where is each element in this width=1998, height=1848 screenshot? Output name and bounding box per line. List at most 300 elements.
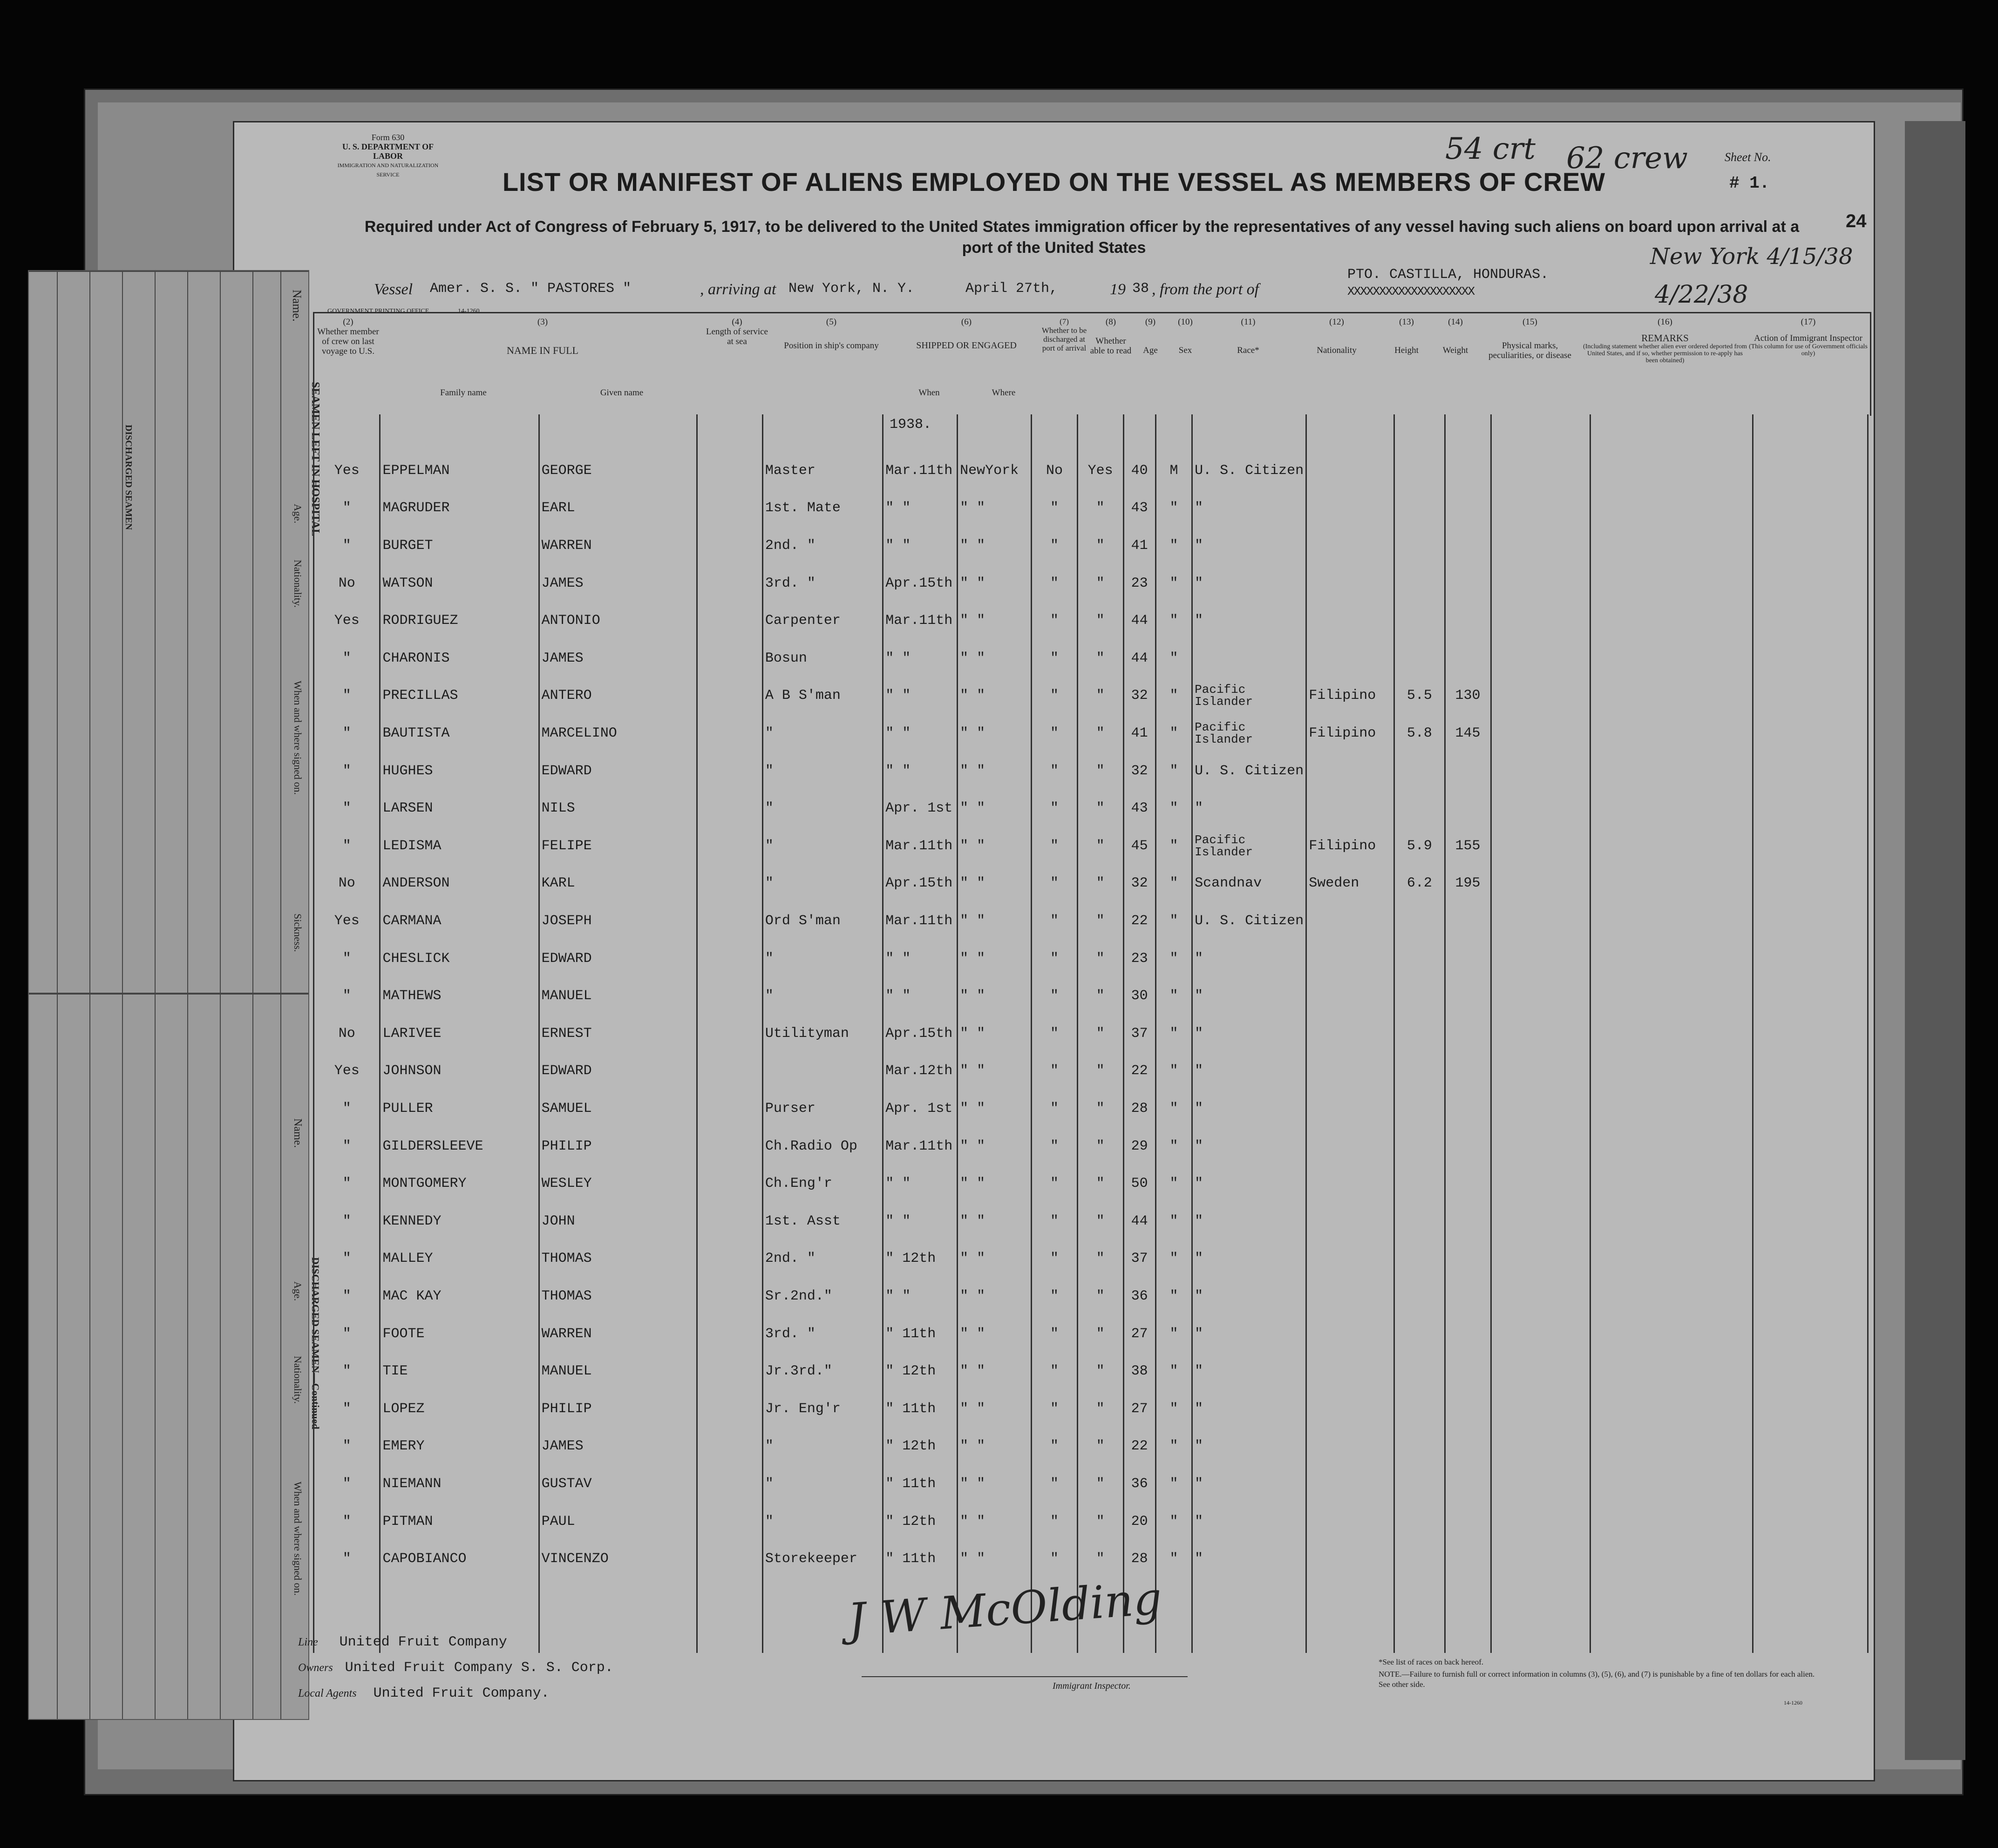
cell-ht — [1394, 752, 1445, 790]
cell-when: Apr.15th — [883, 1015, 958, 1053]
cell-marks — [1491, 640, 1590, 677]
cell-marks — [1491, 1353, 1590, 1390]
cell-remarks — [1590, 977, 1753, 1015]
cell-age: 44 — [1123, 640, 1155, 677]
cell-given: PHILIP — [539, 1127, 697, 1165]
cell-given: SAMUEL — [539, 1090, 697, 1128]
cell-family: CARMANA — [380, 902, 539, 940]
cell-marks — [1491, 677, 1590, 715]
cell-marks — [1491, 1202, 1590, 1240]
cell-wt — [1445, 1015, 1491, 1053]
cell-position: Carpenter — [762, 602, 883, 640]
line-label: Line — [298, 1636, 318, 1648]
cell-marks — [1491, 1315, 1590, 1353]
cell-disch: " — [1032, 1353, 1077, 1390]
cell-race: " — [1192, 1240, 1306, 1278]
cell-sex: " — [1155, 677, 1192, 715]
table-row — [314, 715, 1868, 752]
cell-read: " — [1077, 1165, 1123, 1203]
cell-marks — [1491, 527, 1590, 565]
cell-when: " " — [883, 752, 958, 790]
cell-remarks — [1590, 902, 1753, 940]
cell-when: Mar.11th — [883, 902, 958, 940]
cell-last: " — [314, 940, 380, 977]
cell-los — [697, 1127, 763, 1165]
table-row — [314, 865, 1868, 902]
cell-nat: Filipino — [1306, 677, 1394, 715]
footer-line — [298, 1634, 507, 1650]
col11-header: (11) Race* — [1237, 317, 1259, 355]
cell-given: WARREN — [539, 527, 697, 565]
table-row — [314, 1240, 1868, 1278]
cell-wt — [1445, 1390, 1491, 1428]
cell-when: " 11th — [883, 1390, 958, 1428]
cell-wt: 130 — [1445, 677, 1491, 715]
cell-last: " — [314, 977, 380, 1015]
cell-last: " — [314, 677, 380, 715]
cell-ht — [1394, 1015, 1445, 1053]
stub-name-label-2: Name. — [292, 1118, 304, 1148]
cell-race: " — [1192, 1052, 1306, 1090]
cell-family: MALLEY — [380, 1240, 539, 1278]
owners-label: Owners — [298, 1662, 333, 1674]
cell-age: 43 — [1123, 489, 1155, 527]
cell-age: 32 — [1123, 752, 1155, 790]
cell-disch: " — [1032, 1165, 1077, 1203]
cell-position: 1st. Mate — [762, 489, 883, 527]
cell-disch: " — [1032, 1540, 1077, 1578]
cell-when: " 12th — [883, 1353, 958, 1390]
cell-last: No — [314, 865, 380, 902]
cell-disch: " — [1032, 602, 1077, 640]
cell-family: PITMAN — [380, 1503, 539, 1540]
cell-nat: Filipino — [1306, 715, 1394, 752]
cell-read: " — [1077, 489, 1123, 527]
cell-ht: 5.9 — [1394, 827, 1445, 865]
col7-header: (7) Whether to be discharged at port of arrival — [1041, 317, 1087, 352]
cell-disch: " — [1032, 790, 1077, 827]
cell-when: Apr. 1st — [883, 790, 958, 827]
cell-read: " — [1077, 1390, 1123, 1428]
cell-action — [1753, 1353, 1868, 1390]
cell-race: " — [1192, 940, 1306, 977]
cell-nat — [1306, 1240, 1394, 1278]
col8-header: (8) Whether able to read — [1090, 317, 1132, 356]
cell-action — [1753, 1278, 1868, 1315]
cell-position: Jr.3rd." — [762, 1353, 883, 1390]
cell-position: " — [762, 790, 883, 827]
cell-action — [1753, 1428, 1868, 1465]
cell-wt — [1445, 752, 1491, 790]
table-row — [314, 1315, 1868, 1353]
cell-nat — [1306, 1202, 1394, 1240]
cell-position: Ch.Radio Op — [762, 1127, 883, 1165]
year-prefix: 19 — [1110, 281, 1126, 298]
table-row — [314, 1127, 1868, 1165]
cell-action — [1753, 977, 1868, 1015]
cell-disch: " — [1032, 1127, 1077, 1165]
table-row — [314, 1278, 1868, 1315]
cell-position: 1st. Asst — [762, 1202, 883, 1240]
cell-position — [762, 1052, 883, 1090]
cell-when: " " — [883, 940, 958, 977]
cell-marks — [1491, 489, 1590, 527]
cell-remarks — [1590, 1015, 1753, 1053]
cell-race: " — [1192, 489, 1306, 527]
cell-sex: " — [1155, 827, 1192, 865]
cell-when: " 11th — [883, 1465, 958, 1503]
cell-last: " — [314, 527, 380, 565]
cell-given: WESLEY — [539, 1165, 697, 1203]
cell-position: Jr. Eng'r — [762, 1390, 883, 1428]
cell-where: " " — [958, 1278, 1032, 1315]
cell-when: " " — [883, 640, 958, 677]
cell-action — [1753, 1165, 1868, 1203]
cell-ht: 5.8 — [1394, 715, 1445, 752]
cell-last: No — [314, 1015, 380, 1053]
cell-race: " — [1192, 977, 1306, 1015]
cell-race: " — [1192, 1540, 1306, 1578]
cell-last: No — [314, 564, 380, 602]
stub-age-label: Age. — [292, 504, 304, 524]
cell-race: " — [1192, 1090, 1306, 1128]
crew-count-note: 54 crt — [1445, 132, 1536, 166]
date-note: 4/22/38 — [1655, 281, 1748, 309]
cell-wt — [1445, 564, 1491, 602]
cell-when: " 11th — [883, 1540, 958, 1578]
stub-nationality-label: Nationality. — [292, 560, 304, 608]
cell-position: Master — [762, 452, 883, 490]
owners-value: United Fruit Company S. S. Corp. — [345, 1660, 613, 1676]
col13-header: (13) Height — [1394, 317, 1419, 355]
cell-marks — [1491, 827, 1590, 865]
cell-read: " — [1077, 1278, 1123, 1315]
cell-age: 44 — [1123, 602, 1155, 640]
cell-wt — [1445, 1503, 1491, 1540]
cell-read: " — [1077, 1503, 1123, 1540]
cell-nat — [1306, 1428, 1394, 1465]
table-row — [314, 790, 1868, 827]
struck-port: XXXXXXXXXXXXXXXXXXXX — [1347, 284, 1475, 298]
cell-disch: " — [1032, 827, 1077, 865]
cell-race: " — [1192, 602, 1306, 640]
cell-action — [1753, 564, 1868, 602]
cell-marks — [1491, 1127, 1590, 1165]
cell-sex: " — [1155, 1465, 1192, 1503]
cell-wt — [1445, 1165, 1491, 1203]
cell-where: " " — [958, 527, 1032, 565]
cell-nat — [1306, 1052, 1394, 1090]
cell-action — [1753, 677, 1868, 715]
cell-marks — [1491, 977, 1590, 1015]
cell-wt: 145 — [1445, 715, 1491, 752]
cell-wt — [1445, 1465, 1491, 1503]
cell-wt — [1445, 602, 1491, 640]
cell-race: " — [1192, 1278, 1306, 1315]
cell-sex: " — [1155, 640, 1192, 677]
table-row — [314, 752, 1868, 790]
hospital-label: SEAMEN LEFT IN HOSPITAL — [309, 382, 321, 536]
cell-given: KARL — [539, 865, 697, 902]
cell-age: 23 — [1123, 940, 1155, 977]
cell-race: Scandnav — [1192, 865, 1306, 902]
cell-age: 27 — [1123, 1315, 1155, 1353]
cell-when: " 11th — [883, 1315, 958, 1353]
cell-action — [1753, 527, 1868, 565]
cell-ht — [1394, 1540, 1445, 1578]
cell-given: PAUL — [539, 1503, 697, 1540]
cell-ht: 5.5 — [1394, 677, 1445, 715]
cell-read: " — [1077, 1353, 1123, 1390]
cell-family: HUGHES — [380, 752, 539, 790]
cell-last: " — [314, 1127, 380, 1165]
page-number: 24 — [1846, 211, 1867, 231]
agents-label: Local Agents — [298, 1687, 357, 1699]
cell-sex: " — [1155, 1240, 1192, 1278]
cell-where: " " — [958, 977, 1032, 1015]
cell-where: " " — [958, 1503, 1032, 1540]
cell-wt — [1445, 452, 1491, 490]
cell-wt — [1445, 1540, 1491, 1578]
cell-disch: " — [1032, 1465, 1077, 1503]
cell-disch: " — [1032, 1503, 1077, 1540]
cell-last: Yes — [314, 902, 380, 940]
table-row — [314, 602, 1868, 640]
cell-disch: " — [1032, 1315, 1077, 1353]
cell-marks — [1491, 1240, 1590, 1278]
cell-age: 37 — [1123, 1240, 1155, 1278]
cell-position: " — [762, 1465, 883, 1503]
table-row — [314, 1465, 1868, 1503]
cell-los — [697, 902, 763, 940]
cell-family: FOOTE — [380, 1315, 539, 1353]
cell-read: " — [1077, 1052, 1123, 1090]
cell-read: " — [1077, 827, 1123, 865]
cell-where: " " — [958, 1315, 1032, 1353]
cell-where: " " — [958, 1540, 1032, 1578]
cell-where: " " — [958, 827, 1032, 865]
cell-race: " — [1192, 790, 1306, 827]
cell-remarks — [1590, 827, 1753, 865]
cell-action — [1753, 602, 1868, 640]
footer-owners — [298, 1660, 613, 1676]
cell-action — [1753, 1127, 1868, 1165]
cell-when: " " — [883, 489, 958, 527]
cell-sex: " — [1155, 1052, 1192, 1090]
cell-where: " " — [958, 1202, 1032, 1240]
cell-age: 50 — [1123, 1165, 1155, 1203]
cell-where: " " — [958, 602, 1032, 640]
cell-nat — [1306, 790, 1394, 827]
cell-disch: " — [1032, 902, 1077, 940]
table-row — [314, 902, 1868, 940]
cell-family: KENNEDY — [380, 1202, 539, 1240]
cell-race: " — [1192, 1428, 1306, 1465]
cell-sex: " — [1155, 1353, 1192, 1390]
cell-marks — [1491, 902, 1590, 940]
cell-ht — [1394, 602, 1445, 640]
cell-disch: " — [1032, 977, 1077, 1015]
cell-wt: 155 — [1445, 827, 1491, 865]
cell-sex: " — [1155, 902, 1192, 940]
cell-action — [1753, 1503, 1868, 1540]
col15-header: (15) Physical marks, peculiarities, or disease — [1488, 317, 1571, 360]
cell-last: " — [314, 1202, 380, 1240]
cell-wt — [1445, 1278, 1491, 1315]
crew-note: 62 crew — [1566, 141, 1688, 176]
cell-nat: Filipino — [1306, 827, 1394, 865]
cell-nat — [1306, 640, 1394, 677]
col12-header: (12) Nationality — [1317, 317, 1357, 355]
cell-last: " — [314, 1315, 380, 1353]
printing-office: GOVERNMENT PRINTING OFFICE — [327, 308, 429, 315]
cell-last: " — [314, 1240, 380, 1278]
cell-when: " " — [883, 977, 958, 1015]
cell-ht — [1394, 527, 1445, 565]
cell-where: " " — [958, 865, 1032, 902]
cell-race: " — [1192, 564, 1306, 602]
cell-family: CHARONIS — [380, 640, 539, 677]
cell-age: 22 — [1123, 902, 1155, 940]
cell-age: 23 — [1123, 564, 1155, 602]
cell-wt — [1445, 1202, 1491, 1240]
cell-los — [697, 1353, 763, 1390]
ny-date-note: New York 4/15/38 — [1650, 244, 1853, 270]
cell-disch: " — [1032, 1240, 1077, 1278]
cell-family: BAUTISTA — [380, 715, 539, 752]
col6-when-header: When — [918, 388, 940, 398]
cell-marks — [1491, 602, 1590, 640]
cell-disch: " — [1032, 1278, 1077, 1315]
cell-nat — [1306, 752, 1394, 790]
cell-los — [697, 827, 763, 865]
cell-disch: No — [1032, 452, 1077, 490]
table-row — [314, 1090, 1868, 1128]
cell-position: A B S'man — [762, 677, 883, 715]
cell-los — [697, 527, 763, 565]
cell-los — [697, 1240, 763, 1278]
cell-los — [697, 1165, 763, 1203]
cell-remarks — [1590, 1165, 1753, 1203]
cell-sex: " — [1155, 564, 1192, 602]
cell-nat — [1306, 1278, 1394, 1315]
cell-where: " " — [958, 790, 1032, 827]
cell-position: " — [762, 715, 883, 752]
cell-ht — [1394, 790, 1445, 827]
cell-last: " — [314, 1503, 380, 1540]
cell-sex: " — [1155, 527, 1192, 565]
cell-los — [697, 640, 763, 677]
cell-age: 38 — [1123, 1353, 1155, 1390]
cell-race: " — [1192, 1202, 1306, 1240]
cell-nat — [1306, 977, 1394, 1015]
table-row — [314, 527, 1868, 565]
arriving-label: , arriving at — [700, 281, 776, 298]
from-port: PTO. CASTILLA, HONDURAS. — [1347, 267, 1549, 283]
cell-disch: " — [1032, 865, 1077, 902]
cell-family: ANDERSON — [380, 865, 539, 902]
cell-given: GEORGE — [539, 452, 697, 490]
cell-family: LEDISMA — [380, 827, 539, 865]
cell-age: 32 — [1123, 865, 1155, 902]
table-row — [314, 640, 1868, 677]
cell-family: LOPEZ — [380, 1390, 539, 1428]
cell-read: " — [1077, 564, 1123, 602]
cell-read: " — [1077, 677, 1123, 715]
cell-sex: " — [1155, 1127, 1192, 1165]
page-edges — [1905, 121, 1965, 1760]
cell-sex: " — [1155, 1503, 1192, 1540]
cell-where: " " — [958, 715, 1032, 752]
manifest-title: LIST OR MANIFEST OF ALIENS EMPLOYED ON THE VESSEL AS MEMBERS OF CREW — [502, 167, 1606, 196]
cell-wt — [1445, 1428, 1491, 1465]
cell-action — [1753, 865, 1868, 902]
vessel-name: Amer. S. S. " PASTORES " — [430, 281, 632, 297]
cell-wt — [1445, 1240, 1491, 1278]
cell-race: Pacific Islander — [1192, 827, 1306, 865]
cell-race: " — [1192, 1503, 1306, 1540]
cell-position: Ord S'man — [762, 902, 883, 940]
cell-read: Yes — [1077, 452, 1123, 490]
arrival-date: April 27th, — [965, 281, 1058, 297]
cell-action — [1753, 1315, 1868, 1353]
cell-ht — [1394, 564, 1445, 602]
cell-given: JOHN — [539, 1202, 697, 1240]
cell-given: EDWARD — [539, 1052, 697, 1090]
fine-note: NOTE.—Failure to furnish full or correct information in columns (3), (5), (6), and (7) is punishable by a fine of ten dollars for each alien. See other side. — [1379, 1670, 1815, 1689]
cell-family: JOHNSON — [380, 1052, 539, 1090]
cell-sex: " — [1155, 865, 1192, 902]
cell-race: " — [1192, 1315, 1306, 1353]
cell-nat — [1306, 564, 1394, 602]
cell-given: MANUEL — [539, 977, 697, 1015]
cell-where: " " — [958, 564, 1032, 602]
cell-last: " — [314, 827, 380, 865]
cell-given: GUSTAV — [539, 1465, 697, 1503]
cell-where: " " — [958, 489, 1032, 527]
year-suffix: 38 — [1132, 281, 1149, 297]
cell-ht — [1394, 1165, 1445, 1203]
cell-race: " — [1192, 1465, 1306, 1503]
cell-age: 36 — [1123, 1278, 1155, 1315]
cell-age: 45 — [1123, 827, 1155, 865]
cell-disch: " — [1032, 752, 1077, 790]
cell-ht — [1394, 902, 1445, 940]
cell-los — [697, 602, 763, 640]
cell-read: " — [1077, 1127, 1123, 1165]
cell-age: 27 — [1123, 1390, 1155, 1428]
cell-position: Sr.2nd." — [762, 1278, 883, 1315]
cell-action — [1753, 452, 1868, 490]
cell-remarks — [1590, 452, 1753, 490]
cell-sex: " — [1155, 1390, 1192, 1428]
cell-race: " — [1192, 1127, 1306, 1165]
cell-sex: " — [1155, 1015, 1192, 1053]
table-row — [314, 1390, 1868, 1428]
crew-grid — [313, 414, 1869, 1653]
cell-los — [697, 1465, 763, 1503]
cell-last: " — [314, 790, 380, 827]
cell-nat — [1306, 1503, 1394, 1540]
cell-last: " — [314, 489, 380, 527]
cell-ht — [1394, 1202, 1445, 1240]
cell-sex: " — [1155, 1165, 1192, 1203]
cell-family: RODRIGUEZ — [380, 602, 539, 640]
arrival-port: New York, N. Y. — [788, 281, 915, 297]
cell-family: MONTGOMERY — [380, 1165, 539, 1203]
cell-marks — [1491, 1390, 1590, 1428]
cell-where: " " — [958, 1240, 1032, 1278]
